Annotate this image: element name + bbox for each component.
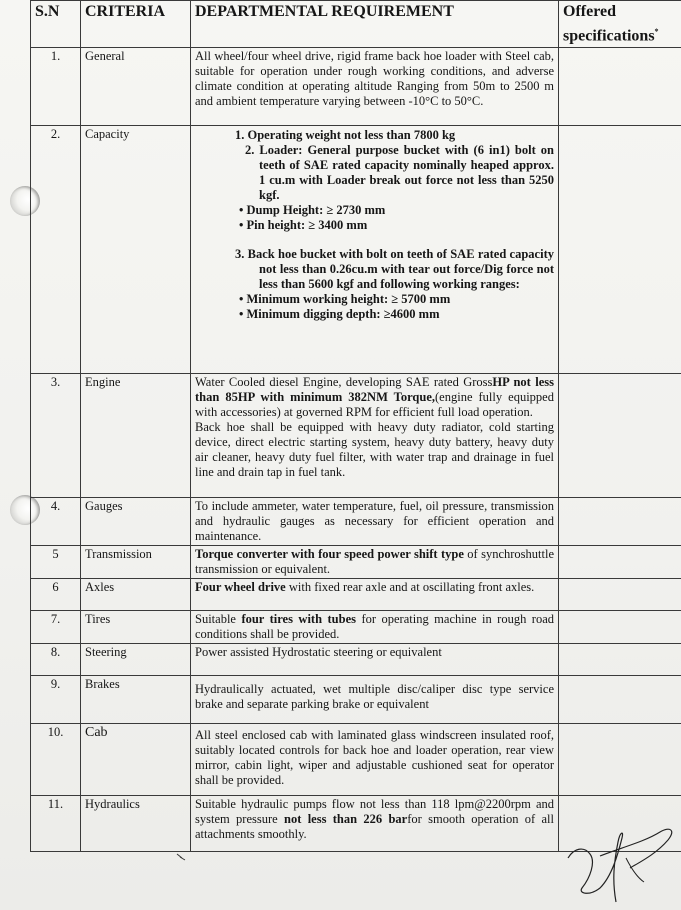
engine-paragraph-2: Back hoe shall be equipped with heavy duty radiator, cold starting device, direct electric starting system, heavy duty battery, heavy duty air cleaner, heavy duty fuel filter, with water trap and drainage in fuel line and drain tap in fuel tank. [195,420,554,480]
table-row [31,126,681,374]
row-requirement [191,126,559,374]
axles-bold: Four wheel drive [195,580,286,595]
table-row [31,644,681,676]
engine-text-rest: (engine fully equipped with accessories) at governed RPM for efficient full load operation. [195,390,554,420]
row-requirement: Hydraulically actuated, wet multiple disc/caliper disc type service brake and separate parking brake or equivalent [191,676,559,724]
capacity-item: 3. Back hoe bucket with bolt on teeth of SAE rated capacity not less than 0.26cu.m with tear out force/Dig force not less than 5600 kgf and following working ranges: [235,247,554,292]
table-row [31,579,681,611]
header-criteria: CRITERIA [81,1,191,48]
row-requirement [191,796,559,852]
row-offered [559,126,681,374]
row-sn: 3. [31,374,81,498]
row-offered [559,546,681,579]
engine-paragraph-1 [195,375,554,420]
capacity-bullet: • Dump Height: ≥ 2730 mm [239,203,386,218]
hydraulics-rest: for smooth operation of all attachments smoothly. [195,812,555,842]
engine-bold-text: HP not less than 85HP with minimum 382NM Torque, [195,375,554,405]
row-sn: 9. [31,676,81,724]
table-row [31,676,681,724]
row-criteria: Engine [81,374,191,498]
row-offered [559,676,681,724]
row-sn: 1. [31,48,81,126]
tires-bold: four tires with tubes [241,612,356,627]
row-sn: 4. [31,498,81,546]
row-criteria: Cab [81,724,191,796]
row-criteria: Steering [81,644,191,676]
row-sn: 8. [31,644,81,676]
table-row [31,48,681,126]
row-offered [559,48,681,126]
row-sn: 2. [31,126,81,374]
row-offered [559,724,681,796]
capacity-item: 1. Operating weight not less than 7800 kg [235,128,456,143]
row-criteria: Capacity [81,126,191,374]
specification-table [30,0,681,852]
row-requirement: Power assisted Hydrostatic steering or equivalent [191,644,559,676]
row-requirement: All wheel/four wheel drive, rigid frame back hoe loader with Steel cab, suitable for operation under rough working conditions, and adverse climate condition at operating altitude Ranging from 50m to 2500 m and ambient temperature varying between -10°C to 50°C. [191,48,559,126]
axles-rest: with fixed rear axle and at oscillating front axles. [285,580,535,595]
row-requirement [191,611,559,644]
header-row [31,1,681,48]
row-requirement [191,374,559,498]
tires-rest: for operating machine in rough road conditions shall be provided. [195,612,555,642]
table-row [31,498,681,546]
header-sn: S.N [31,1,81,48]
header-offered-mark: * [654,27,659,36]
row-criteria: Tires [81,611,191,644]
transmission-bold: Torque converter with four speed power shift type [195,547,464,562]
row-offered [559,579,681,611]
capacity-item: 2. Loader: General purpose bucket with (6 in1) bolt on teeth of SAE rated capacity nominally heaped approx. 1 cu.m with Loader break out force not less than 5250 kgf. [245,143,554,203]
row-criteria: Transmission [81,546,191,579]
header-offered-label: Offered specifications [563,3,655,45]
capacity-bullet: • Pin height: ≥ 3400 mm [239,218,368,233]
engine-text: Water Cooled diesel Engine, developing SAE rated Gross [195,375,493,390]
table-row [31,724,681,796]
row-offered [559,498,681,546]
table-row [31,374,681,498]
header-requirement: DEPARTMENTAL REQUIREMENT [191,1,559,48]
row-criteria: Gauges [81,498,191,546]
row-criteria: General [81,48,191,126]
handwritten-signature [560,818,680,908]
row-criteria: Axles [81,579,191,611]
transmission-rest: of synchroshuttle transmission or equivalent. [195,547,554,577]
row-sn: 10. [31,724,81,796]
row-sn: 6 [31,579,81,611]
capacity-bullet: • Minimum working height: ≥ 5700 mm [239,292,451,307]
row-sn: 11. [31,796,81,852]
pen-mark [176,852,190,862]
table-row [31,611,681,644]
header-offered [559,1,681,48]
row-criteria: Brakes [81,676,191,724]
row-sn: 5 [31,546,81,579]
row-offered [559,374,681,498]
row-offered [559,644,681,676]
table-row [31,546,681,579]
row-criteria: Hydraulics [81,796,191,852]
row-offered [559,611,681,644]
hydraulics-bold: not less than 226 bar [284,812,408,827]
capacity-bullet: • Minimum digging depth: ≥4600 mm [239,307,440,322]
row-sn: 7. [31,611,81,644]
row-requirement [191,579,559,611]
row-requirement: All steel enclosed cab with laminated glass windscreen insulated roof, suitably located controls for back hoe and loader operation, rear view mirror, cabin light, wiper and adjustable cushioned seat for operator shall be provided. [191,724,559,796]
row-requirement: To include ammeter, water temperature, fuel, oil pressure, transmission and hydraulic gauges as necessary for efficient operation and maintenance. [191,498,559,546]
tires-pre: Suitable [195,612,242,627]
hydraulics-pre: Suitable hydraulic pumps flow not less than 118 lpm@2200rpm and system pressure [195,797,554,827]
row-requirement [191,546,559,579]
